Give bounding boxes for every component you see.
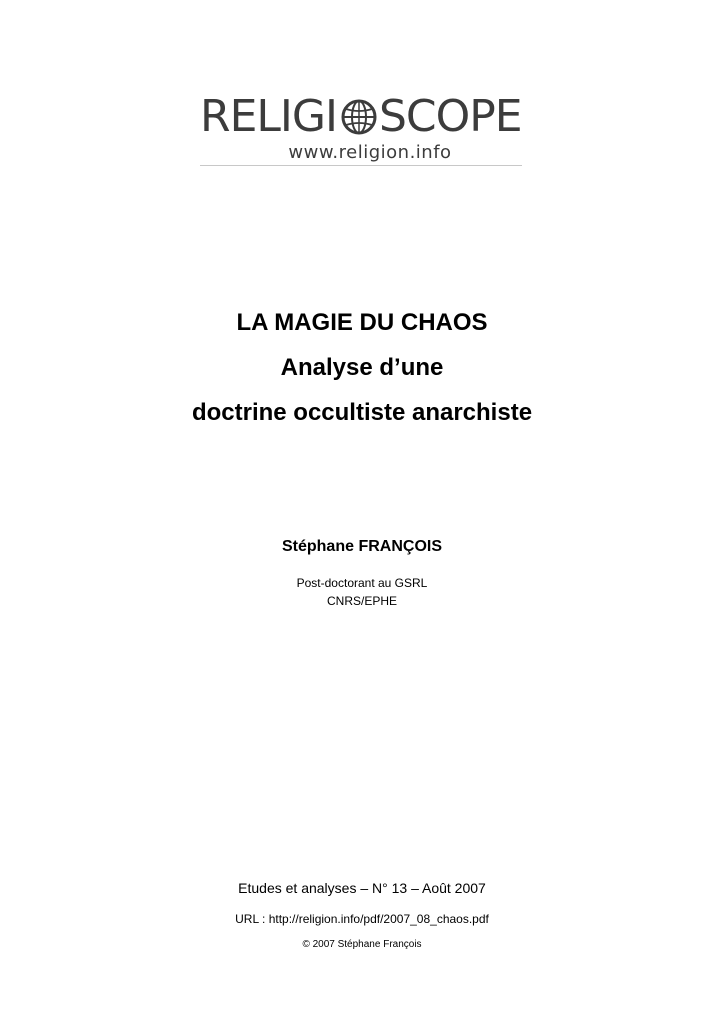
- logo-url: www.religion.info: [288, 142, 452, 163]
- logo-divider: [200, 165, 522, 166]
- affiliation-line-2: CNRS/EPHE: [326, 594, 397, 608]
- document-footer: [0, 878, 724, 952]
- title-line-3: doctrine occultiste anarchiste: [191, 399, 533, 426]
- globe-icon: [341, 99, 377, 135]
- document-url: URL : http://religion.info/pdf/2007_08_chaos.pdf: [235, 912, 489, 926]
- title-line-1: LA MAGIE DU CHAOS: [236, 309, 488, 336]
- title-line-2: Analyse d’une: [280, 354, 444, 381]
- logo-wordmark: [200, 91, 522, 142]
- copyright-notice: © 2007 Stéphane François: [302, 939, 422, 950]
- series-info: Etudes et analyses – N° 13 – Août 2007: [238, 880, 486, 896]
- affiliation-line-1: Post-doctorant au GSRL: [296, 576, 428, 590]
- religioscope-logo: [0, 90, 724, 170]
- document-title: [0, 300, 724, 435]
- logo-text-right: SCOPE: [378, 91, 522, 142]
- author-affiliation: [0, 574, 724, 610]
- author-name: Stéphane FRANÇOIS: [281, 538, 442, 555]
- logo-text-left: RELIGI: [200, 91, 337, 142]
